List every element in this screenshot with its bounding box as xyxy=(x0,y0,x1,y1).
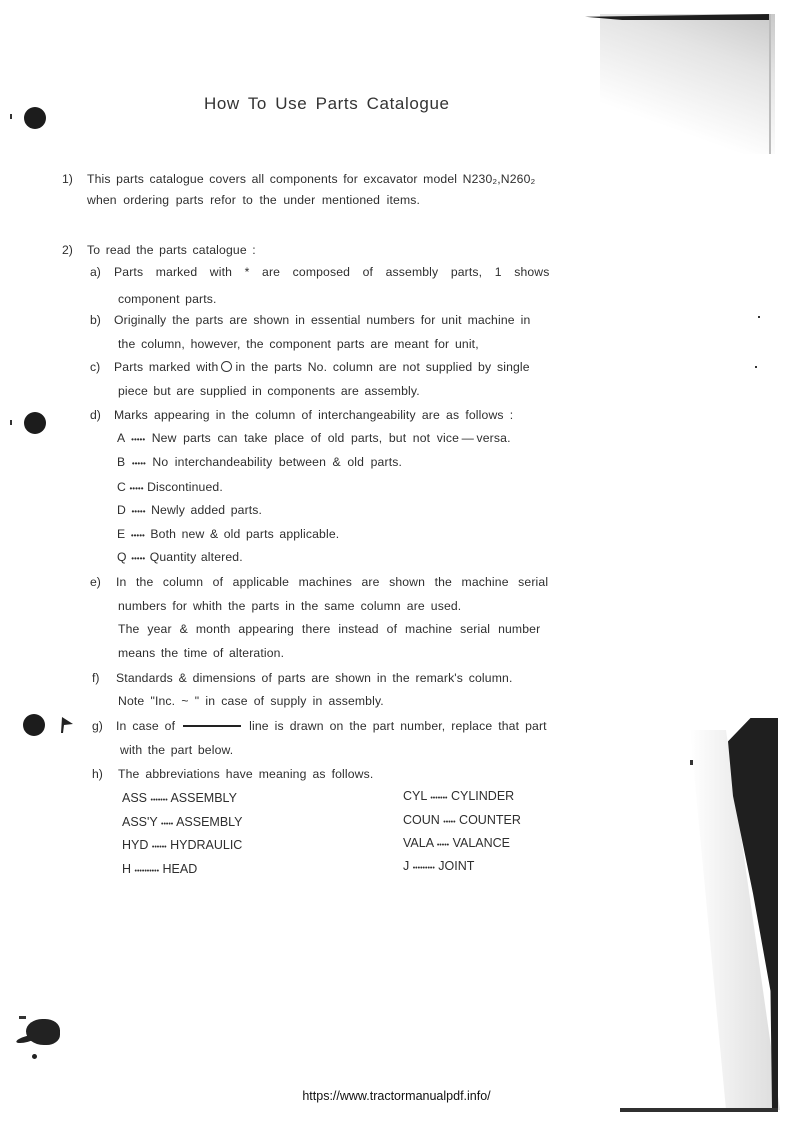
mark-code: B xyxy=(117,455,126,469)
scan-speck xyxy=(690,760,693,765)
footer-url: https://www.tractormanualpdf.info/ xyxy=(302,1089,491,1103)
mark-code: A xyxy=(117,431,125,445)
item-label: e) xyxy=(90,575,101,589)
leader-dots: •••••••••• xyxy=(134,868,160,875)
item-c-line-1 xyxy=(114,360,530,374)
leader-dots: ••••••• xyxy=(430,795,448,802)
section-number: 1) xyxy=(62,172,73,186)
mark-text: Quantity altered. xyxy=(149,550,243,564)
item-h-line-1: The abbreviations have meaning as follows. xyxy=(118,767,374,781)
ink-dot xyxy=(32,1054,37,1059)
leader-dots: ••••• xyxy=(131,459,146,468)
scan-shadow-top-right xyxy=(600,14,775,154)
item-g-line-1 xyxy=(116,719,547,733)
leader-dots: ••••• xyxy=(129,484,144,493)
item-e-line-4: means the time of alteration. xyxy=(118,646,285,660)
scan-speck xyxy=(19,1016,26,1019)
mark-text: No interchandeability between & old parts. xyxy=(152,455,403,469)
punch-hole-icon xyxy=(23,714,45,736)
section-number: 2) xyxy=(62,243,73,257)
abbr-code: H xyxy=(122,862,132,876)
item-b-line-2: the column, however, the component parts are meant for unit, xyxy=(118,337,479,351)
abbr-code: HYD xyxy=(122,838,149,852)
abbr-meaning: HYDRAULIC xyxy=(170,838,243,852)
item-d-line-1: Marks appearing in the column of interchangeability are as follows : xyxy=(114,408,514,422)
abbr-meaning: CYLINDER xyxy=(450,789,515,803)
ink-blot-icon xyxy=(26,1019,60,1045)
abbr-code: ASS xyxy=(122,791,148,805)
scan-speck xyxy=(10,420,12,425)
abbreviation-row xyxy=(403,859,474,873)
item-label: c) xyxy=(90,360,101,374)
item-c-text-after: in the parts No. column are not supplied by single xyxy=(235,360,530,374)
punch-hole-icon xyxy=(24,107,46,129)
abbr-meaning: ASSEMBLY xyxy=(170,791,237,805)
item-g-text-after: line is drawn on the part number, replace that part xyxy=(249,719,547,733)
item-label: g) xyxy=(92,719,103,733)
mark-row xyxy=(117,431,511,445)
mark-row xyxy=(117,527,339,541)
item-g-line-2: with the part below. xyxy=(120,743,234,757)
abbr-code: ASS'Y xyxy=(122,815,158,829)
item-label: a) xyxy=(90,265,101,279)
mark-text: Newly added parts. xyxy=(151,503,263,517)
abbr-code: J xyxy=(403,859,410,873)
leader-dots: ••••• xyxy=(161,821,174,828)
abbr-code: COUN xyxy=(403,813,440,827)
circle-mark-icon xyxy=(221,361,232,372)
scan-speck xyxy=(10,114,12,119)
mark-text: Discontinued. xyxy=(147,480,223,494)
item-label: h) xyxy=(92,767,103,781)
item-f-line-1: Standards & dimensions of parts are shown in the remark's column. xyxy=(116,671,513,685)
item-f-line-2: Note "Inc. ~ " in case of supply in assembly. xyxy=(118,694,384,708)
item-g-text-before: In case of xyxy=(116,719,176,733)
scan-speck xyxy=(758,316,760,318)
punch-hole-icon xyxy=(24,412,46,434)
mark-code: E xyxy=(117,527,126,541)
leader-dots: ••••••••• xyxy=(412,865,435,872)
flag-icon xyxy=(60,716,74,734)
abbr-meaning: VALANCE xyxy=(452,836,511,850)
section-1-line-1: This parts catalogue covers all components for excavator model N230₂,N260₂ xyxy=(87,172,536,186)
abbr-meaning: JOINT xyxy=(438,859,475,873)
mark-code: Q xyxy=(117,550,127,564)
abbr-code: VALA xyxy=(403,836,434,850)
abbr-meaning: ASSEMBLY xyxy=(176,815,243,829)
mark-row xyxy=(117,480,223,494)
scan-edge-bottom xyxy=(620,1108,778,1112)
leader-dots: ••••• xyxy=(436,842,450,849)
abbreviation-row xyxy=(122,791,237,805)
strike-line-icon xyxy=(183,725,241,727)
scan-speck xyxy=(755,366,757,368)
leader-dots: ••••• xyxy=(131,554,146,563)
abbr-meaning: COUNTER xyxy=(459,813,521,827)
abbreviation-row xyxy=(122,862,197,876)
leader-dots: ••••• xyxy=(131,507,146,516)
item-c-line-2: piece but are supplied in components are assembly. xyxy=(118,384,420,398)
mark-code: C xyxy=(117,480,126,494)
abbreviation-row xyxy=(122,838,242,852)
leader-dots: •••••• xyxy=(151,844,167,851)
item-e-line-2: numbers for whith the parts in the same column are used. xyxy=(118,599,462,613)
abbreviation-row xyxy=(122,815,243,829)
abbr-code: CYL xyxy=(403,789,427,803)
mark-code: D xyxy=(117,503,126,517)
item-a-line-1: Parts marked with * are composed of assembly parts, 1 shows xyxy=(114,265,550,279)
item-label: f) xyxy=(92,671,100,685)
leader-dots: ••••• xyxy=(443,819,456,826)
item-label: d) xyxy=(90,408,101,422)
section-2-heading: To read the parts catalogue : xyxy=(87,243,256,257)
mark-text: Both new & old parts applicable. xyxy=(150,527,340,541)
item-e-line-3: The year & month appearing there instead of machine serial number xyxy=(118,622,541,636)
mark-row xyxy=(117,550,243,564)
abbreviation-row xyxy=(403,813,521,827)
abbr-meaning: HEAD xyxy=(162,862,198,876)
section-1-line-2: when ordering parts refor to the under mentioned items. xyxy=(87,193,421,207)
leader-dots: ••••••• xyxy=(150,797,168,804)
abbreviation-row xyxy=(403,836,510,850)
page-title: How To Use Parts Catalogue xyxy=(204,94,450,113)
item-b-line-1: Originally the parts are shown in essential numbers for unit machine in xyxy=(114,313,531,327)
item-e-line-1: In the column of applicable machines are shown the machine serial xyxy=(116,575,549,589)
abbreviation-row xyxy=(403,789,514,803)
mark-row xyxy=(117,503,262,517)
leader-dots: ••••• xyxy=(131,435,146,444)
item-label: b) xyxy=(90,313,101,327)
mark-text: New parts can take place of old parts, but not vice — versa. xyxy=(151,431,511,445)
scan-edge-right xyxy=(769,14,771,154)
mark-row xyxy=(117,455,402,469)
leader-dots: ••••• xyxy=(130,531,145,540)
item-a-line-2: component parts. xyxy=(118,292,217,306)
item-c-text-before: Parts marked with xyxy=(114,360,219,374)
